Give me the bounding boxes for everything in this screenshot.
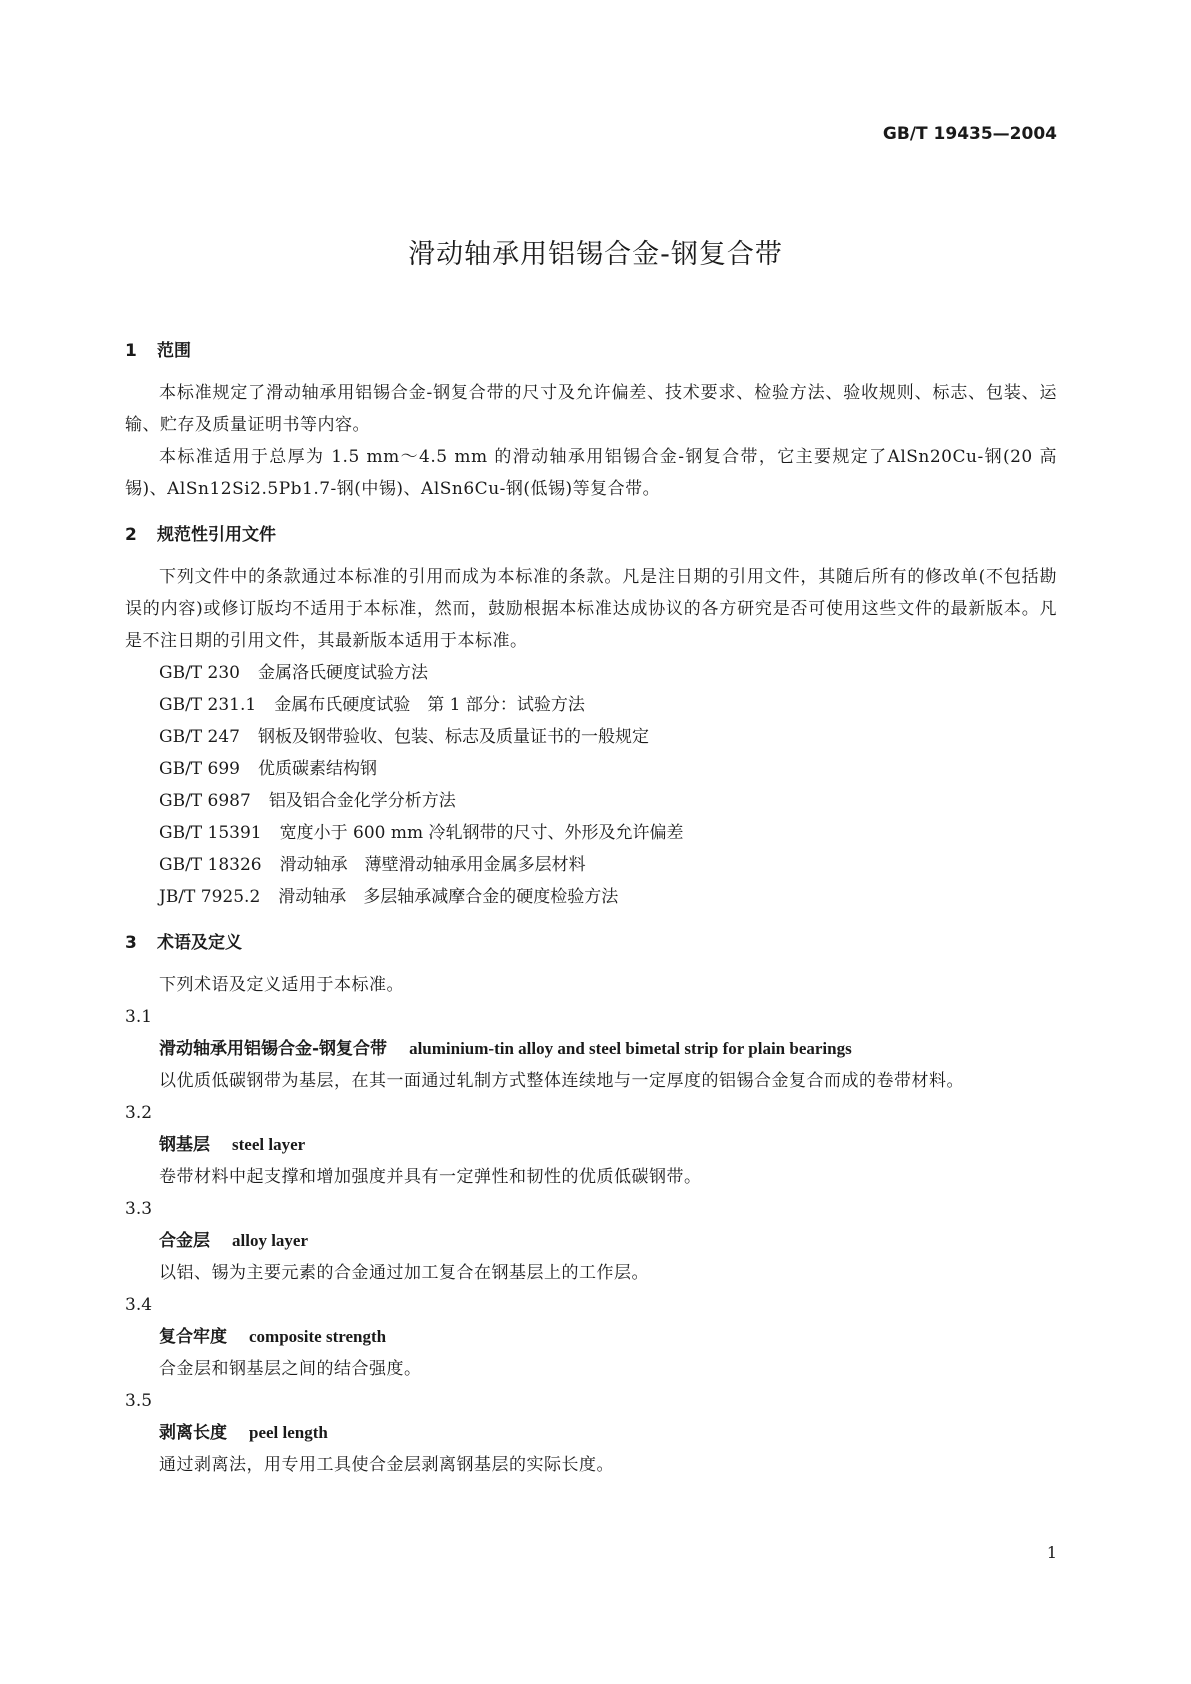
reference-code: GB/T 699 [159, 759, 240, 779]
term-en: aluminium-tin alloy and steel bimetal strip for plain bearings [409, 1039, 852, 1058]
reference-title: 滑动轴承 薄壁滑动轴承用金属多层材料 [279, 855, 586, 875]
reference-code: GB/T 247 [159, 727, 240, 747]
reference-item [125, 817, 1057, 849]
term-number: 3.5 [125, 1391, 153, 1411]
term-definition: 卷带材料中起支撑和增加强度并具有一定弹性和韧性的优质低碳钢带。 [159, 1167, 702, 1187]
term-definition: 以铝、锡为主要元素的合金通过加工复合在钢基层上的工作层。 [159, 1263, 649, 1283]
reference-item [125, 881, 1057, 913]
reference-code: GB/T 18326 [159, 855, 262, 875]
reference-code: GB/T 230 [159, 663, 240, 683]
section-title: 范围 [157, 341, 191, 361]
section-1-paragraph-1: 本标准规定了滑动轴承用铝锡合金-钢复合带的尺寸及允许偏差、技术要求、检验方法、验收规则、标志、包装、运输、贮存及质量证明书等内容。 [125, 383, 1057, 435]
term-number: 3.3 [125, 1199, 153, 1219]
reference-title: 滑动轴承 多层轴承减摩合金的硬度检验方法 [278, 887, 619, 907]
section-3-intro: 下列术语及定义适用于本标准。 [159, 975, 404, 995]
reference-item [125, 785, 1057, 817]
section-title: 规范性引用文件 [157, 525, 276, 545]
term-zh: 合金层 [159, 1231, 210, 1251]
document-title: 滑动轴承用铝锡合金-钢复合带 [408, 239, 783, 270]
term-zh: 复合牢度 [159, 1327, 227, 1347]
reference-title: 优质碳素结构钢 [258, 759, 377, 779]
term-number: 3.1 [125, 1007, 153, 1027]
term-heading [125, 1321, 1057, 1353]
term-heading [125, 1129, 1057, 1161]
reference-item [125, 753, 1057, 785]
reference-item [125, 721, 1057, 753]
reference-list [125, 657, 1057, 913]
term-definition: 合金层和钢基层之间的结合强度。 [159, 1359, 422, 1379]
reference-item [125, 657, 1057, 689]
section-number: 3 [125, 933, 137, 953]
section-1-paragraph-2: 本标准适用于总厚为 1.5 mm～4.5 mm 的滑动轴承用铝锡合金-钢复合带，它主要规定了AlSn20Cu-钢(20 高锡)、AlSn12Si2.5Pb1.7-钢(中锡)、AlSn6Cu-钢(低锡)等复合带。 [125, 447, 1057, 499]
term-number: 3.2 [125, 1103, 153, 1123]
section-1-heading [125, 335, 1057, 367]
standard-code: GB/T 19435—2004 [882, 124, 1057, 144]
term-heading [125, 1033, 1057, 1065]
term-zh: 钢基层 [159, 1135, 210, 1155]
document-body [125, 335, 1057, 1481]
reference-item [125, 849, 1057, 881]
section-2-heading [125, 519, 1057, 551]
term-definition: 以优质低碳钢带为基层，在其一面通过轧制方式整体连续地与一定厚度的铝锡合金复合而成的卷带材料。 [159, 1071, 964, 1091]
reference-title: 铝及铝合金化学分析方法 [268, 791, 456, 811]
term-en: peel length [249, 1423, 328, 1442]
reference-item [125, 689, 1057, 721]
reference-title: 金属洛氏硬度试验方法 [258, 663, 428, 683]
term-number: 3.4 [125, 1295, 153, 1315]
reference-code: JB/T 7925.2 [159, 887, 261, 907]
reference-title: 钢板及钢带验收、包装、标志及质量证书的一般规定 [258, 727, 649, 747]
term-definition: 通过剥离法，用专用工具使合金层剥离钢基层的实际长度。 [159, 1455, 614, 1475]
term-heading [125, 1417, 1057, 1449]
section-number: 1 [125, 341, 137, 361]
term-zh: 剥离长度 [159, 1423, 227, 1443]
reference-code: GB/T 231.1 [159, 695, 257, 715]
term-en: steel layer [232, 1135, 306, 1154]
term-zh: 滑动轴承用铝锡合金-钢复合带 [159, 1039, 388, 1059]
section-number: 2 [125, 525, 137, 545]
term-heading [125, 1225, 1057, 1257]
reference-title: 金属布氏硬度试验 第 1 部分：试验方法 [274, 695, 585, 715]
reference-title: 宽度小于 600 mm 冷轧钢带的尺寸、外形及允许偏差 [279, 823, 684, 843]
section-3-heading [125, 927, 1057, 959]
page-number: 1 [1046, 1543, 1057, 1562]
term-en: alloy layer [232, 1231, 309, 1250]
term-en: composite strength [249, 1327, 387, 1346]
section-title: 术语及定义 [157, 933, 242, 953]
section-2-intro: 下列文件中的条款通过本标准的引用而成为本标准的条款。凡是注日期的引用文件，其随后所有的修改单(不包括勘误的内容)或修订版均不适用于本标准，然而，鼓励根据本标准达成协议的各方研究是否可使用这些文件的最新版本。凡是不注日期的引用文件，其最新版本适用于本标准。 [125, 567, 1057, 651]
reference-code: GB/T 6987 [159, 791, 251, 811]
reference-code: GB/T 15391 [159, 823, 262, 843]
